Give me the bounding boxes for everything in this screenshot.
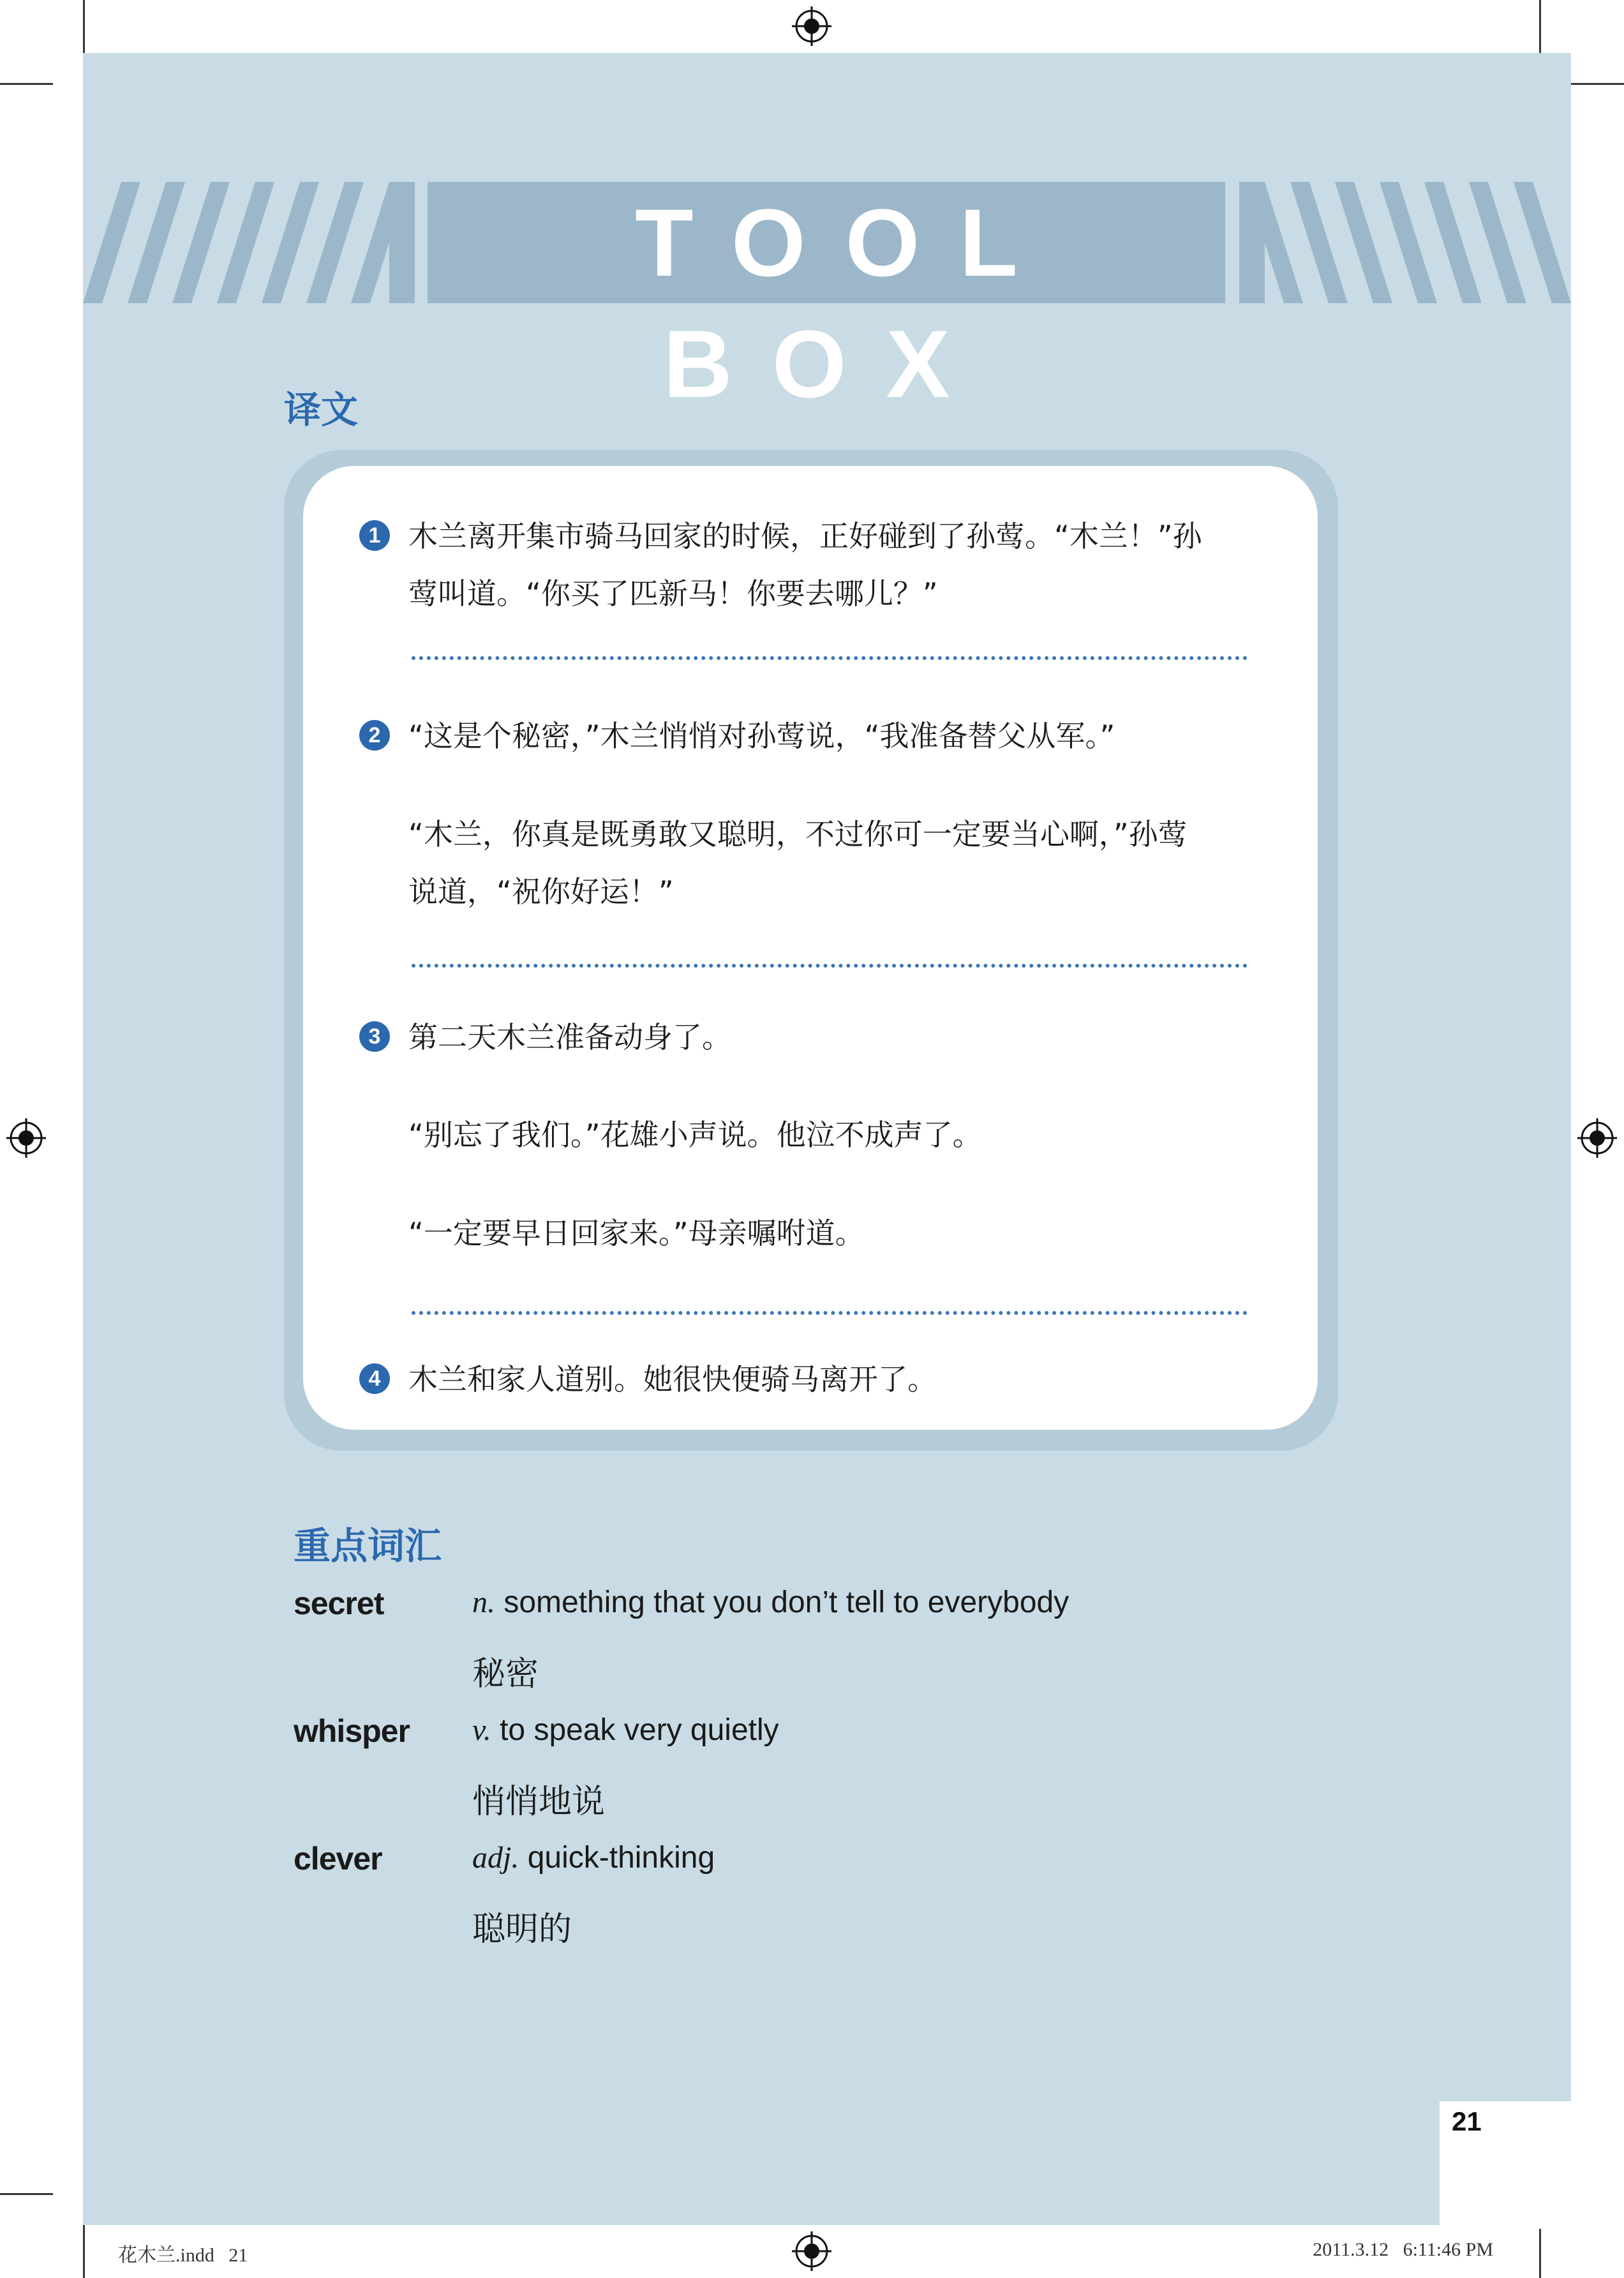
vocab-definition — [472, 1840, 715, 1875]
vocab-word: clever — [294, 1841, 382, 1877]
part-of-speech: adj. — [472, 1841, 519, 1875]
translation-paragraph-1 — [408, 507, 1251, 622]
page-number: 21 — [1452, 2106, 1482, 2136]
text-line: “别忘了我们。”花雄小声说。他泣不成声了。 — [408, 1118, 982, 1152]
text-line: 第二天木兰准备动身了。 — [408, 1020, 731, 1054]
crop-mark — [1571, 83, 1624, 85]
definition-text: to speak very quietly — [500, 1713, 779, 1747]
dotted-divider — [412, 1311, 1248, 1315]
dotted-divider — [412, 656, 1248, 660]
part-of-speech: n. — [472, 1585, 495, 1619]
paragraph-number-badge: 1 — [359, 520, 390, 551]
paragraph-number-badge: 4 — [359, 1363, 390, 1394]
crop-mark — [1539, 2225, 1541, 2278]
vocab-chinese: 秘密 — [472, 1655, 539, 1693]
banner-stripes-left — [83, 182, 415, 303]
translation-paragraph-3-cont — [408, 1106, 1251, 1164]
vocab-definition — [472, 1585, 1069, 1620]
crop-mark — [0, 2193, 53, 2195]
translation-paragraph-4 — [408, 1351, 1251, 1408]
paragraph-number-badge: 3 — [359, 1021, 390, 1052]
registration-mark-icon — [6, 1118, 46, 1158]
paragraph-number-badge: 2 — [359, 720, 390, 751]
text-line: “木兰，你真是既勇敢又聪明，不过你可一定要当心啊，”孙莺 — [408, 817, 1188, 851]
dotted-divider — [412, 964, 1248, 968]
vocab-chinese: 聪明的 — [472, 1910, 572, 1949]
translation-paragraph-3-cont — [408, 1204, 1251, 1262]
banner-stripes-right — [1239, 182, 1571, 303]
definition-text: quick-thinking — [527, 1841, 715, 1875]
translation-heading: 译文 — [284, 388, 359, 431]
text-line: 木兰离开集市骑马回家的时候，正好碰到了孙莺。“木兰！”孙 — [408, 519, 1202, 553]
crop-mark — [83, 0, 85, 53]
text-line: “这是个秘密，”木兰悄悄对孙莺说，“我准备替父从军。” — [408, 719, 1115, 753]
vocab-chinese: 悄悄地说 — [472, 1783, 606, 1821]
slug-filename: 花木兰.indd 21 — [118, 2245, 248, 2266]
text-line: 说道，“祝你好运！” — [408, 874, 674, 909]
text-line: “一定要早日回家来。”母亲嘱咐道。 — [408, 1216, 865, 1250]
registration-mark-icon — [792, 2231, 831, 2271]
definition-text: something that you don’t tell to everybody — [503, 1585, 1069, 1619]
part-of-speech: v. — [472, 1713, 491, 1747]
translation-paragraph-3 — [408, 1008, 1251, 1066]
crop-mark — [0, 83, 53, 85]
text-line: 木兰和家人道别。她很快便骑马离开了。 — [408, 1362, 937, 1397]
vocab-definition — [472, 1712, 779, 1748]
vocab-word: secret — [294, 1585, 384, 1621]
text-line: 莺叫道。“你买了匹新马！你要去哪儿？” — [408, 576, 938, 611]
translation-paragraph-2-cont — [408, 806, 1251, 920]
vocab-word: whisper — [294, 1713, 410, 1749]
crop-mark — [83, 2225, 85, 2278]
vocabulary-heading: 重点词汇 — [294, 1524, 442, 1568]
banner-title: TOOL BOX — [428, 182, 1225, 303]
registration-mark-icon — [792, 6, 831, 46]
translation-paragraph-2 — [408, 707, 1251, 765]
registration-mark-icon — [1577, 1118, 1617, 1158]
crop-mark — [1539, 0, 1541, 53]
slug-timestamp: 2011.3.12 6:11:46 PM — [1313, 2239, 1493, 2260]
